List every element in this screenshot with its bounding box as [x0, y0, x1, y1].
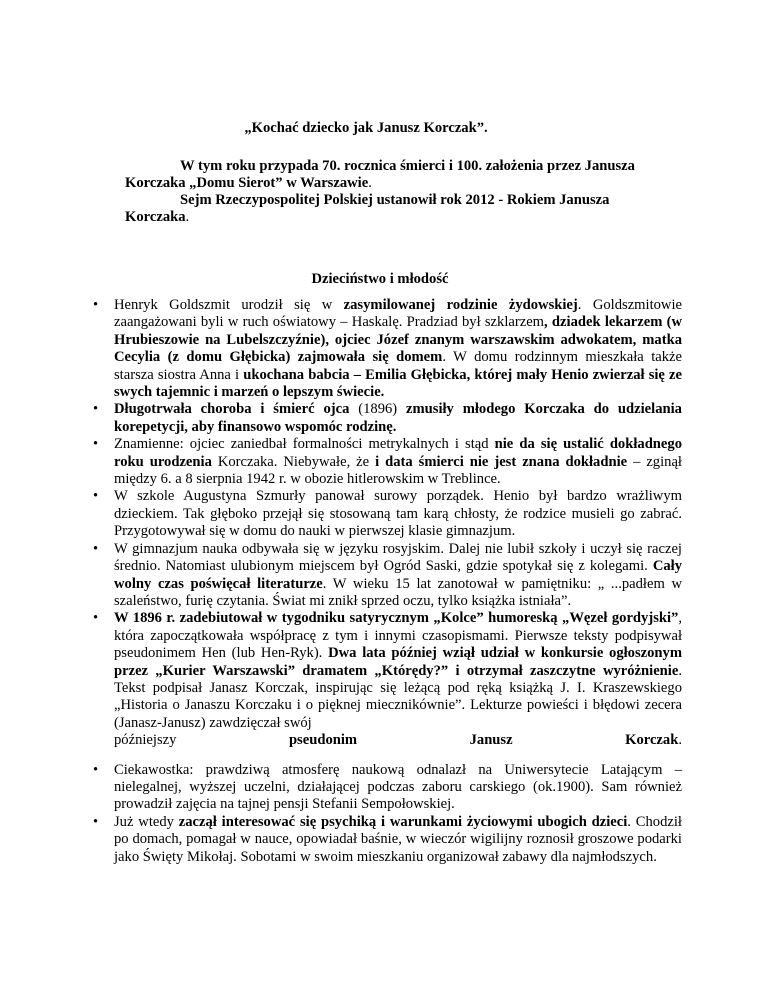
list-item-text: . Chodził po domach, pomagał w nauce, opowiadał baśnie, w wieczór wigilijny roznosił groszowe podarki jako Święty Mikołaj. Sobotami w swoim mieszkaniu organizował zabawy dla najmłodszych. [114, 813, 682, 865]
list-item-text: . Tekst podpisał Janasz Korczak, inspirując się leżącą pod ręką książką J. I. Kraszewskiego „Historia o Janaszu Korczaku i o pięknej miecznikównie”. Lekturze powieści i błędowi zecera (Janasz-Janusz) zawdzięczał swój [114, 662, 682, 731]
last-line-word: Korczak. [625, 732, 682, 749]
list-item-text: i data śmierci nie jest znana dokładnie [375, 453, 628, 470]
section-heading-text: Dzieciństwo i młodość [311, 271, 449, 287]
intro-line-3 [125, 192, 645, 209]
list-item-text: , dziadek lekarzem (w Hrubieszowie na Lubelszczyźnie), ojciec Józef znanym warszawskim adwokatem, matka Cecylia (z domu Głębicka) zajmowała się domem [114, 314, 682, 366]
list-item-text: zmusiły młodego Korczaka do udzielania korepetycji, aby finansowo wspomóc rodzinę. [114, 401, 682, 435]
intro-line-3-text: Sejm Rzeczypospolitej Polskiej ustanowił rok 2012 - Rokiem Janusza [180, 192, 610, 208]
list-item-last-line [114, 732, 682, 749]
list-item [114, 814, 682, 866]
last-line-word: Janusz [469, 732, 513, 749]
list-item [114, 436, 682, 488]
intro-line-4-text: Korczaka [125, 209, 186, 225]
intro-line-2-end: . [368, 175, 372, 191]
list-item-text: Henryk Goldszmit urodził się w [114, 297, 344, 313]
list-item-text: . Goldszmitowie zaangażowani byli w ruch oświatowy – Haskalę. Pradziad był szklarzem [114, 297, 682, 331]
intro-line-4-end: . [185, 209, 190, 225]
list-item-text: (1896) [349, 401, 407, 418]
list-item-text: ukochana babcia – Emilia Głębicka, której mały Henio zwierzał się ze swych tajemnic i marzeń o lepszym świecie. [114, 366, 682, 401]
list-item-text: Ciekawostka: prawdziwą atmosferę naukową odnalazł na Uniwersytecie Latającym – nielegalnej, wyższej uczelni, działającej podczas zaboru carskiego (ok.1900). Sam również prowadził zajęcia na tajnej pensji Stefanii Sempołowskiej. [114, 761, 682, 813]
list-item-text: – zginął między 6. a 8 sierpnia 1942 r. w obozie hitlerowskim w Treblince. [114, 453, 682, 488]
list-item [114, 541, 682, 611]
bullet-list [114, 297, 682, 866]
list-item-text: nie da się ustalić dokładnego roku urodzenia [114, 436, 682, 470]
list-item-text: Znamienne: ojciec zaniedbał formalności metrykalnych i stąd [114, 436, 495, 453]
list-item-text: zasymilowanej rodzinie żydowskiej [343, 297, 578, 313]
list-item [114, 401, 682, 436]
section-heading [0, 271, 768, 288]
list-item [114, 610, 682, 749]
list-item-text: Dwa lata później wziął udział w konkursie ogłoszonym przez „Kurier Warszawski” dramatem „Którędy?” i otrzymał zaszczytne wyróżnienie [114, 645, 683, 679]
list-item-text: Korczaka. Niebywałe, że [211, 453, 376, 470]
document-title-text: „Kochać dziecko jak Janusz Korczak”. [244, 120, 488, 136]
list-item-text: , która zapoczątkowała współpracę z tym i innymi czasopismami. Pierwsze teksty podpisywał pseudonimem Hen (lub Hen-Ryk). [114, 610, 682, 662]
last-line-word: późniejszy [114, 732, 177, 749]
list-item [114, 488, 682, 540]
list-item [114, 297, 682, 401]
intro-line-2 [125, 175, 645, 192]
list-item-text: Długotrwała choroba i śmierć ojca [114, 401, 350, 418]
intro-line-4 [125, 209, 645, 226]
list-item [114, 762, 682, 814]
intro-line-1: W tym roku przypada 70. rocznica śmierci i 100. założenia przez Janusza [180, 158, 635, 174]
list-item-text: Cały wolny czas poświęcał literaturze [114, 558, 682, 592]
list-item-text: . W domu rodzinnym mieszkała także starsza siostra Anna i [114, 349, 682, 383]
list-item-text: W gimnazjum nauka odbywała się w języku rosyjskim. Dalej nie lubił szkoły i uczył się raczej średnio. Natomiast ulubionym miejscem był Ogród Saski, gdzie spotykał się z kolegami. [114, 540, 682, 575]
intro-paragraph [125, 158, 645, 226]
list-item-text: Już wtedy [114, 813, 179, 830]
list-item-text: W 1896 r. zadebiutował w tygodniku satyrycznym „Kolce” humoreską „Węzeł gordyjski” [114, 610, 679, 627]
last-line-word: pseudonim [288, 732, 358, 749]
document-title [0, 120, 768, 137]
intro-line-2-text: Korczaka „Domu Sierot” w Warszawie [125, 175, 369, 191]
list-item-text: zaczął interesować się psychiką i warunkami życiowymi ubogich dzieci [178, 813, 628, 830]
list-item-text: W szkole Augustyna Szmurły panował surowy porządek. Henio był bardzo wrażliwym dzieckiem. Tak głęboko przejął się stosowaną tam karą chłosty, że rodzice musieli go zabrać. Przygotowywał się w domu do nauki w pierwszej klasie gimnazjum. [114, 488, 682, 540]
list-item-text: . W wieku 15 lat zanotował w pamiętniku: „ ...padłem w szaleństwo, furię czytania. Świat mi znikł sprzed oczu, tylko książka istniała”. [114, 575, 682, 609]
